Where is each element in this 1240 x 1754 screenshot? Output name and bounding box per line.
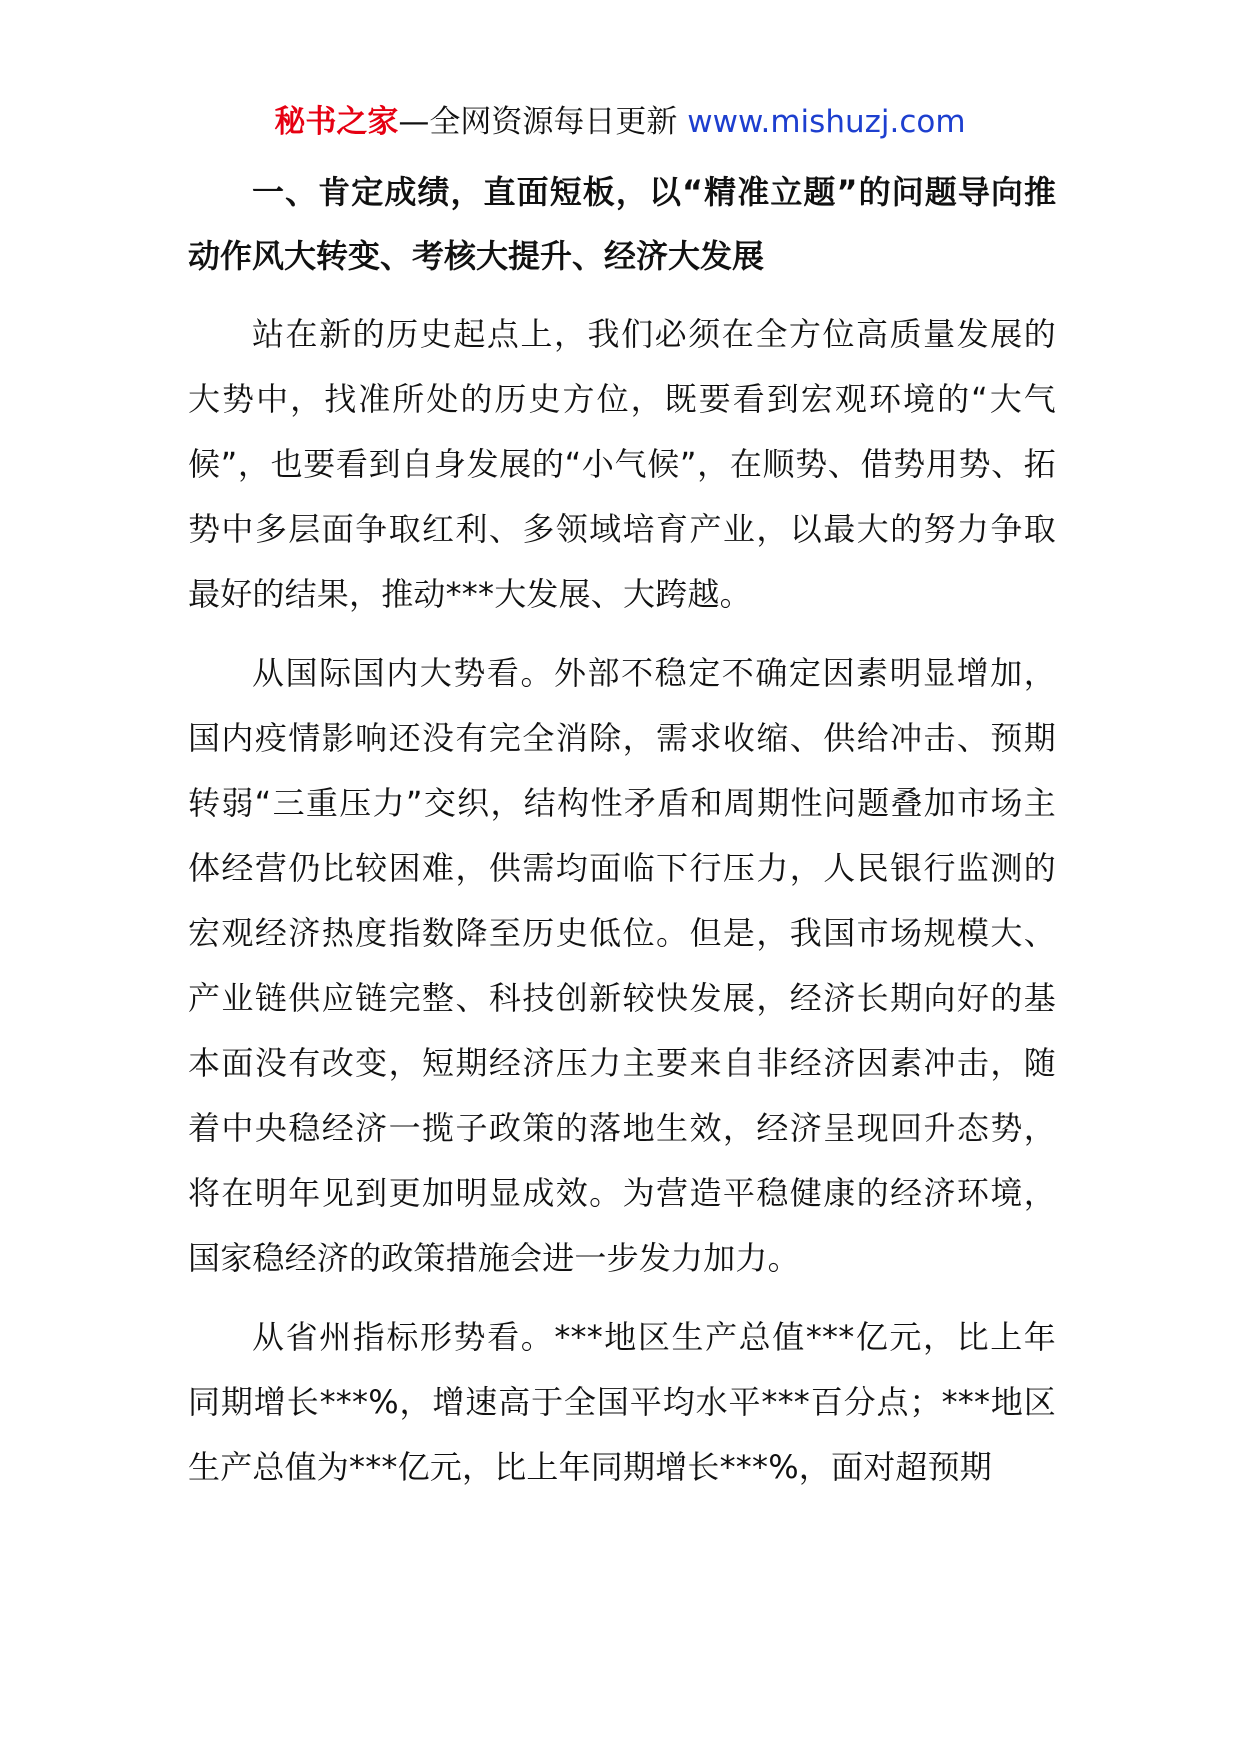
site-url-link[interactable]: www.mishuzj.com bbox=[687, 104, 966, 140]
paragraph-2: 从国际国内大势看。外部不稳定不确定因素明显增加，国内疫情影响还没有完全消除，需求收缩、供给冲击、预期转弱“三重压力”交织，结构性矛盾和周期性问题叠加市场主体经营仍比较困难，供需均面临下行压力，人民银行监测的宏观经济热度指数降至历史低位。但是，我国市场规模大、产业链供应链完整、科技创新较快发展，经济长期向好的基本面没有改变，短期经济压力主要来自非经济因素冲击，随着中央稳经济一揽子政策的落地生效，经济呈现回升态势，将在明年见到更加明显成效。为营造平稳健康的经济环境，国家稳经济的政策措施会进一步发力加力。 bbox=[188, 654, 1056, 1277]
site-header bbox=[0, 100, 1240, 144]
section-heading: 一、肯定成绩，直面短板，以“精准立题”的问题导向推动作风大转变、考核大提升、经济大发展 bbox=[188, 173, 1056, 275]
brand-name: 秘书之家 bbox=[274, 104, 399, 140]
paragraph-3: 从省州指标形势看。***地区生产总值***亿元，比上年同期增长***%，增速高于全国平均水平***百分点；***地区生产总值为***亿元，比上年同期增长***%，面对超预期 bbox=[188, 1318, 1056, 1486]
paragraph-1: 站在新的历史起点上，我们必须在全方位高质量发展的大势中，找准所处的历史方位，既要看到宏观环境的“大气候”，也要看到自身发展的“小气候”，在顺势、借势用势、拓势中多层面争取红利、多领域培育产业，以最大的努力争取最好的结果，推动***大发展、大跨越。 bbox=[188, 315, 1056, 613]
document-body bbox=[188, 160, 1056, 1500]
site-slogan: —全网资源每日更新 bbox=[398, 104, 688, 140]
